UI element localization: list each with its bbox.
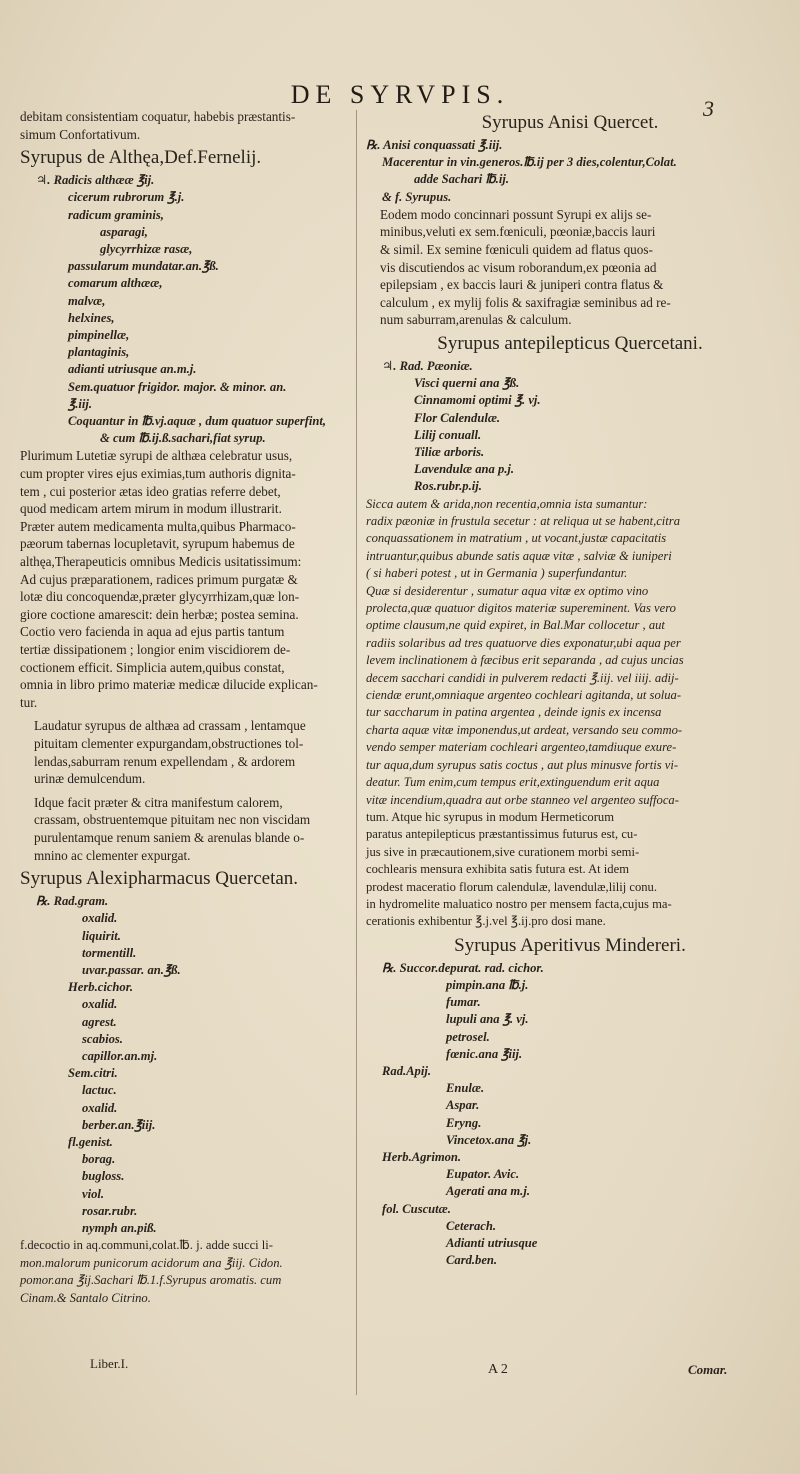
- text-line: mnino ac clementer expurgat.: [34, 847, 191, 863]
- recipe-line: Flor Calendulæ.: [414, 410, 501, 425]
- recipe-line: fol. Cuscutæ.: [382, 1201, 451, 1216]
- text-line: tum. Atque hic syrupus in modum Hermeticorum: [366, 809, 614, 824]
- text-line: Sicca autem & arida,non recentia,omnia ista sumantur:: [366, 496, 648, 511]
- text-line: mon.malorum punicorum acidorum ana ℥iij. Cidon.: [20, 1255, 283, 1270]
- text-line: calculum , ex mylij folis & saxifragiæ seminibus ad re-: [380, 294, 671, 310]
- section-heading: Syrupus antepilepticus Quercetani.: [437, 332, 703, 354]
- recipe-line: scabios.: [82, 1031, 123, 1046]
- recipe-line: fœnic.ana ℥iij.: [446, 1046, 523, 1061]
- text-line: tur.: [20, 694, 38, 710]
- text-line: paratus antepilepticus præstantissimus futurus est, cu-: [366, 827, 638, 842]
- text-line: crassam, obstruentemque pituitam nec non viscidam: [34, 812, 311, 828]
- text-line: purulentamque renum saniem & arenulas blande o-: [34, 829, 305, 845]
- intro-paragraph: [20, 108, 350, 143]
- text-line: tur aqua,dum syrupus satis coctus , aut plus minusve fortis vi-: [366, 757, 679, 772]
- text-line: coctionem efficit. Simplicia autem,quibus constat,: [20, 659, 285, 675]
- recipe-line: Vincetox.ana ℥j.: [446, 1132, 532, 1147]
- text-line: conquassationem in matratium , ut vocant,justæ capacitatis: [366, 531, 667, 546]
- recipe-list: [20, 172, 350, 447]
- recipe-line: helxines,: [68, 310, 115, 325]
- recipe-line: liquirit.: [82, 928, 121, 943]
- text-line: Plurimum Lutetiæ syrupi de althæa celebratur usus,: [20, 448, 293, 464]
- recipe-line: Tiliæ arboris.: [414, 444, 485, 459]
- recipe-line: tormentill.: [82, 945, 137, 960]
- commentary-paragraph: [20, 794, 350, 864]
- recipe-line: ℞. Anisi conquassati ℥.iij.: [366, 138, 503, 152]
- text-line: ( si haberi potest , ut in Germania ) superfundantur.: [366, 566, 628, 581]
- commentary-paragraph: [20, 717, 350, 787]
- recipe-line: nymph an.piß.: [82, 1220, 157, 1235]
- recipe-closing: [20, 1237, 350, 1307]
- recipe-line: ♃. Rad. Pæoniæ.: [382, 358, 473, 373]
- running-header: [0, 80, 800, 110]
- section-heading: Syrupus Aperitivus Mindereri.: [454, 934, 686, 956]
- recipe-line: oxalid.: [82, 911, 118, 926]
- text-line: simum Confortativum.: [20, 126, 141, 142]
- page-title: DE SYRVPIS.: [290, 80, 510, 109]
- recipe-line: Sem.quatuor frigidor. major. & minor. an.: [68, 379, 287, 394]
- recipe-line: plantaginis,: [68, 345, 130, 360]
- recipe-line: Visci querni ana ℥ß.: [414, 376, 520, 391]
- signature-mark: A 2: [488, 1362, 508, 1377]
- recipe-line: agrest.: [82, 1014, 117, 1029]
- text-line: lendas,saburram renum expellendam , & ardorem: [34, 753, 296, 769]
- recipe-line: lactuc.: [82, 1083, 117, 1098]
- recipe-line: pimpin.ana ℔.j.: [446, 977, 529, 992]
- recipe-line: Cinnamomi optimi ℥. vj.: [414, 393, 541, 408]
- recipe-line: Lilij conuall.: [414, 427, 482, 442]
- text-line: num saburram,arenulas & calculum.: [380, 312, 572, 328]
- recipe-line: Macerentur in vin.generos.℔.ij per 3 dies,colentur,Colat.: [382, 155, 677, 170]
- text-line: tem , cui posterior ætas ideo gratias referre debet,: [20, 483, 281, 499]
- recipe-line: rosar.rubr.: [82, 1203, 138, 1218]
- text-line: epilepsiam , ex baccis lauri & juniperi contra flatus &: [380, 277, 664, 293]
- recipe-line: Lavendulæ ana p.j.: [414, 462, 515, 477]
- text-line: tertiæ dissipationem ; longior enim viscidiorem de-: [20, 641, 291, 657]
- section-heading: Syrupus de Althęa,Def.Fernelij.: [20, 147, 262, 169]
- recipe-line: adianti utriusque an.m.j.: [68, 362, 197, 377]
- recipe-line: Aspar.: [446, 1098, 480, 1113]
- text-line: prodest maceratio florum calendulæ, lavendulæ,lilij conu.: [366, 879, 657, 894]
- text-line: quod medicam artem mirum in modum illustrarit.: [20, 501, 282, 517]
- text-line: radiis solaribus ad tres quatuorve dies exponatur,ubi aqua per: [366, 635, 681, 650]
- recipe-line: fl.genist.: [68, 1134, 113, 1149]
- catchword-right: Comar.: [688, 1362, 728, 1377]
- recipe-line: Herb.Agrimon.: [382, 1149, 462, 1164]
- recipe-line: Enulæ.: [446, 1081, 485, 1096]
- column-divider: [356, 110, 357, 1395]
- text-line: althęa,Therapeuticis omnibus Medicis usitatissimum:: [20, 554, 302, 569]
- recipe-list: [366, 137, 774, 206]
- recipe-line: comarum althææ,: [68, 276, 163, 291]
- recipe-line: cicerum rubrorum ℥.j.: [68, 190, 185, 205]
- recipe-line: asparagi,: [100, 224, 148, 239]
- text-line: in hydromelite maluatico nostro per mensem facta,cujus ma-: [366, 896, 672, 911]
- text-line: Ad cujus præparationem, radices primum purgatæ &: [20, 571, 298, 587]
- recipe-line: borag.: [82, 1152, 116, 1167]
- text-line: cerationis exhibentur ℥.j.vel ℥.ij.pro dosi mane.: [366, 914, 606, 929]
- text-line: cum propter vires ejus eximias,tum authoris dignita-: [20, 466, 296, 482]
- recipe-line: Adianti utriusque: [446, 1236, 538, 1250]
- recipe-line: Ros.rubr.p.ij.: [414, 479, 482, 494]
- recipe-line: malvæ,: [68, 293, 106, 308]
- left-column: [20, 108, 350, 1308]
- text-line: prolecta,quæ quatuor digitos materiæ supereminent. Vas vero: [366, 601, 676, 616]
- text-line: lotæ diu concoquendæ,præter glycyrrhizam,quæ lon-: [20, 589, 300, 605]
- right-column: [366, 108, 774, 1269]
- text-line: intruantur,quibus abunde satis aquæ vitæ , salviæ & iuniperi: [366, 548, 672, 563]
- text-line: Coctio vero facienda in aqua ad ejus partis tantum: [20, 624, 285, 640]
- page-number: 3: [703, 96, 714, 121]
- recipe-line: Coquantur in ℔.vj.aquæ , dum quatuor superfint,: [68, 414, 327, 429]
- recipe-line: fumar.: [446, 995, 481, 1010]
- recipe-line: uvar.passar. an.℥ß.: [82, 962, 181, 977]
- recipe-line: Eupator. Avic.: [446, 1167, 520, 1182]
- text-line: Eodem modo concinnari possunt Syrupi ex alijs se-: [380, 206, 652, 222]
- recipe-line: Eryng.: [446, 1115, 482, 1130]
- text-line: urinæ demulcendum.: [34, 771, 146, 787]
- catchword-left: Liber.I.: [90, 1356, 129, 1371]
- recipe-line: Agerati ana m.j.: [446, 1184, 530, 1199]
- recipe-line: capillor.an.mj.: [82, 1048, 158, 1063]
- recipe-line: glycyrrhizæ rasæ,: [100, 242, 193, 256]
- text-line: f.decoctio in aq.communi,colat.℔. j. adde succi li-: [20, 1238, 274, 1253]
- text-line: minibus,veluti ex sem.fœniculi, pœoniæ,baccis lauri: [380, 224, 656, 240]
- recipe-line: petrosel.: [446, 1029, 490, 1044]
- text-line: ciendæ erunt,omniaque argenteo cochleari agitanda, ut solua-: [366, 688, 682, 703]
- commentary-paragraph: [366, 496, 774, 931]
- text-line: optime clausum,ne quid expiret, in Bal.Mar collocetur , aut: [366, 618, 665, 633]
- recipe-line: berber.an.℥iij.: [82, 1117, 156, 1132]
- text-line: Quæ si desiderentur , sumatur aqua vitæ ex optimo vino: [366, 583, 649, 598]
- text-line: pomor.ana ℥ij.Sachari ℔.1.f.Syrupus aromatis. cum: [20, 1273, 282, 1288]
- recipe-line: & f. Syrupus.: [382, 189, 452, 204]
- text-line: cochlearis mensura exhibita satis futura est. At idem: [366, 862, 629, 877]
- text-line: levem inclinationem à fæcibus erit separanda , ad cujus uncias: [366, 653, 684, 668]
- recipe-list: [366, 960, 774, 1270]
- recipe-list: [20, 893, 350, 1237]
- section-heading: Syrupus Alexipharmacus Quercetan.: [20, 868, 299, 890]
- text-line: charta aquæ vitæ imponendus,ut ardeat, versando seu commo-: [366, 722, 683, 737]
- text-line: pæorum tabernas locupletavit, syrupum habemus de: [20, 536, 295, 552]
- recipe-line: Card.ben.: [446, 1253, 498, 1268]
- recipe-line: radicum graminis,: [68, 207, 164, 222]
- recipe-line: ℞. Succor.depurat. rad. cichor.: [382, 960, 544, 975]
- recipe-line: viol.: [82, 1186, 105, 1201]
- recipe-line: passularum mundatar.an.℥ß.: [68, 259, 219, 274]
- recipe-list: [366, 358, 774, 496]
- text-line: tur saccharum in patina argentea , deinde ignis ex incensa: [366, 705, 662, 720]
- text-line: Laudatur syrupus de althæa ad crassam , lentamque: [34, 718, 306, 734]
- text-line: decem sacchari candidi in pulverem redacti ℥.iij. vel iiij. adij-: [366, 670, 679, 685]
- text-line: vendo semper materiam cochleari argenteo,tamdiuque exure-: [366, 740, 677, 755]
- recipe-line: ℥.iij.: [68, 396, 93, 411]
- text-line: & simil. Ex semine fœniculi quidem ad flatus quos-: [380, 242, 653, 257]
- recipe-line: oxalid.: [82, 1100, 118, 1115]
- commentary-paragraph: [366, 206, 774, 329]
- recipe-line: Sem.citri.: [68, 1066, 118, 1081]
- section-heading: Syrupus Anisi Quercet.: [481, 112, 659, 133]
- text-line: vitæ incendium,quadra aut orbe stanneo vel argenteo suffoca-: [366, 792, 679, 807]
- text-line: Idque facit præter & citra manifestum calorem,: [34, 794, 283, 810]
- text-line: pituitam clementer expurgandam,obstructiones tol-: [34, 735, 304, 751]
- text-line: Præter autem medicamenta multa,quibus Pharmaco-: [20, 518, 296, 534]
- text-line: giore coctione amarescit: dein herbæ; postea semina.: [20, 606, 299, 622]
- text-line: debitam consistentiam coquatur, habebis præstantis-: [20, 109, 296, 124]
- recipe-line: & cum ℔.ij.ß.sachari,fiat syrup.: [100, 431, 266, 446]
- recipe-line: oxalid.: [82, 997, 118, 1012]
- recipe-line: pimpinellæ,: [68, 328, 130, 343]
- text-line: jus sive in præcautionem,sive curationem morbi semi-: [366, 844, 640, 859]
- recipe-line: bugloss.: [82, 1169, 125, 1184]
- recipe-line: lupuli ana ℥. vj.: [446, 1012, 529, 1027]
- commentary-paragraph: [20, 447, 350, 711]
- recipe-line: ♃. Radicis althææ ℥ij.: [36, 173, 155, 188]
- text-line: omnia in libro primo materiæ medicæ dilucide explican-: [20, 677, 318, 693]
- text-line: vis discutiendos ac visum roborandum,ex pœonia ad: [380, 259, 657, 275]
- recipe-line: Herb.cichor.: [68, 980, 134, 995]
- recipe-line: Ceterach.: [446, 1218, 497, 1233]
- recipe-line: ℞. Rad.gram.: [36, 894, 109, 909]
- recipe-line: Rad.Apij.: [382, 1063, 431, 1078]
- recipe-line: adde Sachari ℔.ij.: [414, 172, 509, 187]
- text-line: deatur. Tum enim,cum tempus erit,extinguendum erit aqua: [366, 775, 660, 790]
- text-line: radix pæoniæ in frustula secetur : at reliqua ut se habent,citra: [366, 514, 681, 528]
- text-line: Cinam.& Santalo Citrino.: [20, 1290, 151, 1305]
